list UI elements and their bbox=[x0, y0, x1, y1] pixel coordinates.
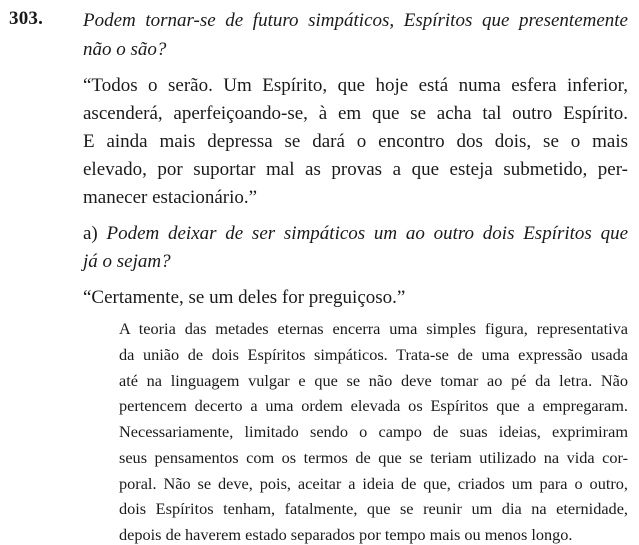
subquestion-line-1 bbox=[83, 224, 628, 243]
question-text-line-2: não o são? bbox=[83, 39, 167, 60]
commentary-line-7: poral. Não se deve, pois, aceitar a ideia de que, criados um para o outro, bbox=[119, 474, 628, 493]
commentary-line-1: A teoria das metades eternas encerra uma simples figura, representativa bbox=[119, 319, 628, 338]
commentary-line-3: até na linguagem vulgar e que se não deve tomar ao pé da letra. Não bbox=[119, 371, 628, 390]
question-number: 303. bbox=[9, 8, 44, 29]
commentary-line-9: depois de haverem estado separados por tempo mais ou menos longo. bbox=[119, 525, 573, 544]
commentary-line-6: seus pensamentos com os termos de que se teriam utilizado na vida cor- bbox=[119, 448, 628, 467]
answer-text-line-1: “Todos o serão. Um Espírito, que hoje está numa esfera inferior, bbox=[83, 75, 628, 96]
subquestion-line-2: já o sejam? bbox=[83, 251, 171, 272]
subanswer-text: “Certamente, se um deles for preguiçoso.” bbox=[83, 287, 406, 308]
subquestion-text: Podem deixar de ser simpáticos um ao outro dois Espíritos que bbox=[106, 223, 628, 244]
commentary-line-8: dois Espíritos tenham, fatalmente, que se reunir um dia na eternidade, bbox=[119, 499, 628, 518]
commentary-line-5: Necessariamente, limitado sendo o campo de suas ideias, exprimiram bbox=[119, 422, 628, 441]
answer-text-line-3: E ainda mais depressa se dará o encontro dos dois, se o mais bbox=[83, 131, 628, 152]
answer-text-line-2: ascenderá, aperfeiçoando-se, à em que se acha tal outro Espírito. bbox=[83, 103, 628, 124]
commentary-line-2: da união de dois Espíritos simpáticos. Trata-se de uma expressão usada bbox=[119, 345, 628, 364]
subquestion-prefix: a) bbox=[83, 223, 98, 244]
question-text-line-1: Podem tornar-se de futuro simpáticos, Espíritos que presentemente bbox=[83, 10, 628, 31]
answer-text-line-5: manecer estacionário.” bbox=[83, 187, 258, 208]
commentary-line-4: pertencem decerto a uma ordem elevada os Espíritos que a empregaram. bbox=[119, 396, 628, 415]
answer-text-line-4: elevado, por suportar mal as provas a que esteja submetido, per- bbox=[83, 159, 628, 180]
